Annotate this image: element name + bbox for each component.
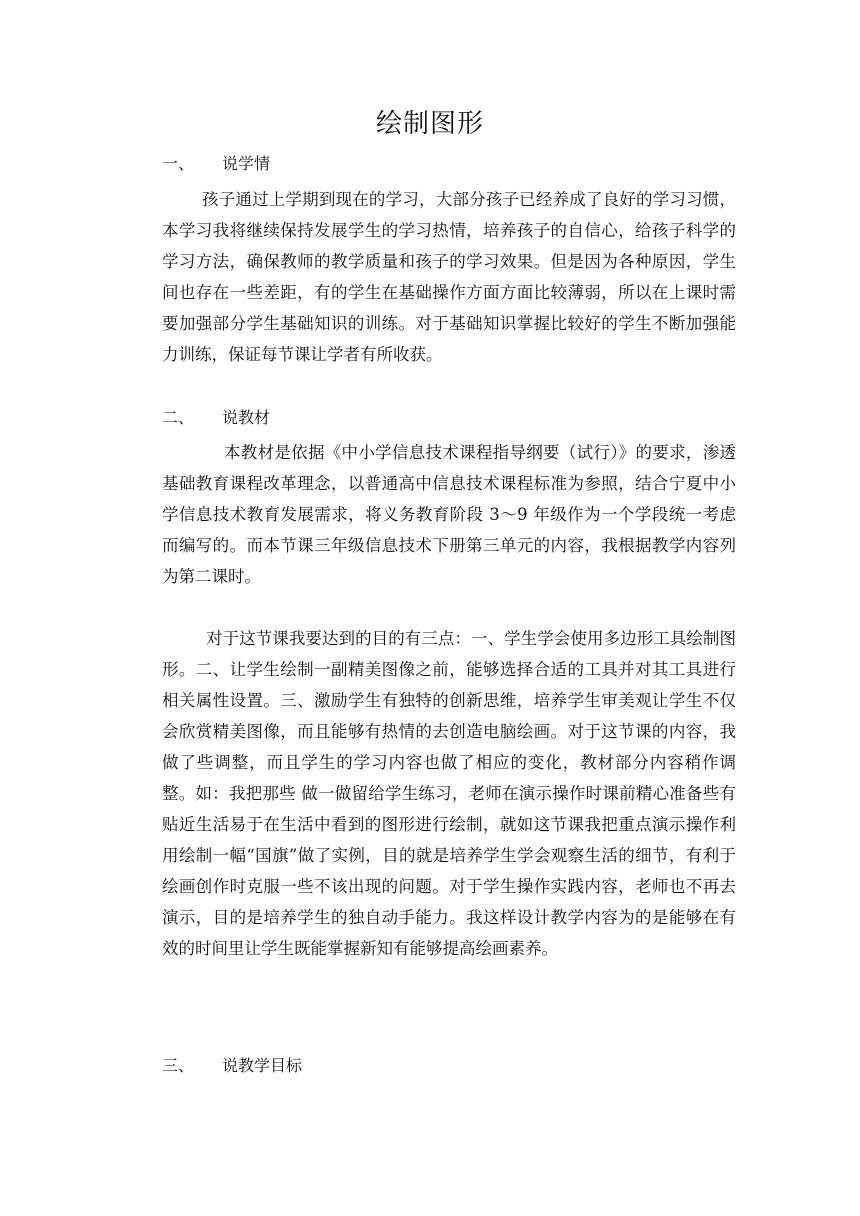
- section-title: 说教材: [222, 408, 271, 427]
- section-title: 说学情: [222, 154, 271, 173]
- document-title: 绘制图形: [375, 109, 484, 139]
- section-heading-2: [162, 407, 270, 429]
- paragraph-textbook-goals: 对于这节课我要达到的目的有三点：一、学生学会使用多边形工具绘制图形。二、让学生绘制一副精美图像之前，能够选择合适的工具并对其工具进行相关属性设置。三、激励学生有独特的创新思维，培养学生审美观让学生不仅会欣赏精美图像，而且能够有热情的去创造电脑绘画。对于这节课的内容，我做了些调整，而且学生的学习内容也做了相应的变化，教材部分内容稍作调整。如：我把那些 做一做留给学生练习，老师在演示操作时课前精心准备些有贴近生活易于在生活中看到的图形进行绘制，就如这节课我把重点演示操作利用绘制一幅“国旗”做了实例，目的就是培养学生学会观察生活的细节，有利于绘画创作时克服一些不该出现的问题。对于学生操作实践内容，老师也不再去演示，目的是培养学生的独自动手能力。我这样设计教学内容为的是能够在有效的时间里让学生既能掌握新知有能够提高绘画素养。: [162, 629, 736, 958]
- section-number: 二、: [162, 408, 195, 427]
- paragraph-learning-situation: 孩子通过上学期到现在的学习，大部分孩子已经养成了良好的学习习惯，本学习我将继续保持发展学生的学习热情，培养孩子的自信心，给孩子科学的学习方法，确保教师的教学质量和孩子的学习效果。但是因为各种原因，学生间也存在一些差距，有的学生在基础操作方面方面比较薄弱，所以在上课时需要加强部分学生基础知识的训练。对于基础知识掌握比较好的学生不断加强能力训练，保证每节课让学者有所收获。: [162, 190, 736, 364]
- paragraph-textbook-intro: 本教材是依据《中小学信息技术课程指导纲要（试行）》的要求，渗透基础教育课程改革理念，以普通高中信息技术课程标准为参照，结合宁夏中小学信息技术教育发展需求，将义务教育阶段 3～9 年级作为一个学段统一考虑而编写的。而本节课三年级信息技术下册第三单元的内容，我根据教学内容列为第二课时。: [162, 443, 736, 586]
- section-heading-3: [162, 1055, 302, 1077]
- section-number: 三、: [162, 1056, 195, 1075]
- section-heading-1: [162, 153, 270, 175]
- section-title: 说教学目标: [222, 1056, 303, 1075]
- section-number: 一、: [162, 154, 195, 173]
